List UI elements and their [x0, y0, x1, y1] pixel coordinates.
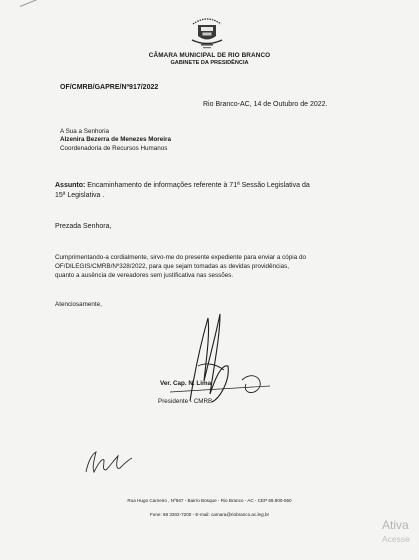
subject-line-2: 15ª Legislativa . — [55, 192, 105, 199]
greeting: Prezada Senhora, — [55, 223, 112, 230]
handwritten-initials — [80, 448, 135, 478]
municipal-coat-of-arms-icon — [187, 14, 227, 50]
paper-fold-mark — [20, 0, 57, 7]
signatory-title: Presidente - CMRB — [158, 398, 213, 405]
activation-watermark-subtitle: Acesse — [382, 534, 410, 544]
chamber-name: CÂMARA MUNICIPAL DE RIO BRANCO — [148, 52, 271, 59]
recipient-name: Alzenira Bezerra de Menezes Moreira — [60, 136, 171, 143]
recipient-department: Coordenadoria de Recursos Humanos — [60, 145, 168, 152]
recipient-salutation: A Sua a Senhoria — [60, 128, 110, 135]
subject-line-1 — [55, 182, 310, 189]
body-line-1: Cumprimentando-a cordialmente, sirvo-me do presente expediente para enviar a cópia do — [55, 254, 306, 261]
subject-label: Assunto: — [55, 182, 86, 189]
signatory-name: Ver. Cap. N. Lima — [160, 380, 212, 387]
footer-address: Rua Hugo Carneiro , Nº567 - Bairro Bosque - Rio Branco - AC - CEP 69.900-550 — [127, 498, 292, 503]
place-date: Rio Branco-AC, 14 de Outubro de 2022. — [203, 101, 328, 108]
subject-text: Encaminhamento de informações referente à 71ª Sessão Legislativa da — [85, 182, 310, 189]
footer-contact: Fone: 68 3302-7200 - E-mail: camara@riobranco.ac.leg.br — [149, 512, 270, 517]
body-line-3: quanto a ausência de vereadores sem justificativa nas sessões. — [55, 272, 234, 279]
document-reference: OF/CMRB/GAPRE/Nº917/2022 — [60, 84, 159, 91]
body-line-2: OF/DILEGIS/CMRB/Nº328/2022, para que sejam tomadas as devidas providências, — [55, 263, 289, 270]
activation-watermark-title: Ativa — [382, 518, 409, 532]
closing: Atenciosamente, — [55, 301, 102, 308]
office-name: GABINETE DA PRESIDÊNCIA — [170, 60, 249, 66]
